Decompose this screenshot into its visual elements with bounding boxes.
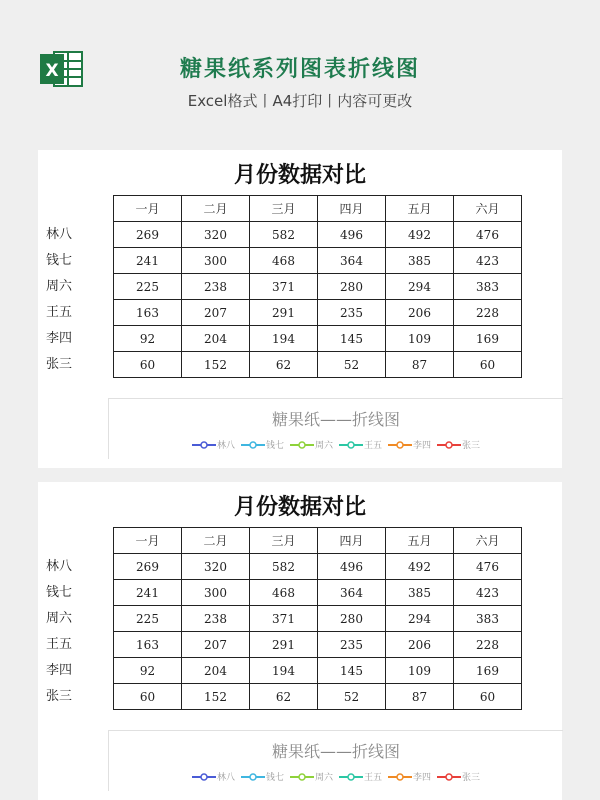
legend-item [388,438,431,451]
legend-label: 钱七 [265,773,284,783]
legend-marker-icon [339,772,363,782]
table-cell[interactable]: 476 [454,554,522,580]
legend-item [437,438,480,451]
row-label: 周六 [46,279,73,294]
legend-marker-icon [192,440,216,450]
table-cell[interactable]: 241 [114,580,182,606]
column-header: 五月 [386,528,454,554]
table-cell[interactable]: 269 [114,554,182,580]
table-cell[interactable]: 280 [318,274,386,300]
table-cell[interactable]: 206 [386,300,454,326]
data-table [113,195,522,378]
column-header: 三月 [250,196,318,222]
table-cell[interactable]: 291 [250,632,318,658]
table-cell[interactable]: 169 [454,326,522,352]
table-cell[interactable]: 492 [386,222,454,248]
row-label: 钱七 [46,585,73,600]
legend-marker-icon [241,772,265,782]
legend-label: 王五 [364,441,383,451]
table-row [114,274,522,300]
table-cell[interactable]: 238 [182,274,250,300]
table-cell[interactable]: 152 [182,352,250,378]
worksheet-card [38,482,562,800]
sheet-title: 月份数据对比 [233,162,366,188]
table-row [114,248,522,274]
legend-label: 李四 [413,441,432,451]
sheet-title: 月份数据对比 [233,494,366,520]
table-cell[interactable]: 109 [386,326,454,352]
line-chart-area[interactable] [108,730,563,791]
data-table [113,527,522,710]
table-cell[interactable]: 238 [182,606,250,632]
legend-label: 周六 [314,441,333,451]
table-cell[interactable]: 371 [250,606,318,632]
table-row [114,658,522,684]
table-cell[interactable]: 269 [114,222,182,248]
legend-marker-icon [388,772,412,782]
table-cell[interactable]: 385 [386,580,454,606]
legend-item [388,770,431,783]
table-cell[interactable]: 496 [318,554,386,580]
row-labels [46,222,72,378]
table-cell[interactable]: 235 [318,300,386,326]
column-header: 二月 [182,528,250,554]
row-label: 张三 [46,357,73,372]
table-cell[interactable]: 300 [182,580,250,606]
table-cell[interactable]: 294 [386,606,454,632]
table-cell[interactable]: 468 [250,580,318,606]
table-cell[interactable]: 582 [250,222,318,248]
chart-title: 糖果纸——折线图 [271,410,400,429]
legend-label: 周六 [314,773,333,783]
legend-item [290,438,333,451]
table-cell[interactable]: 169 [454,658,522,684]
column-header: 三月 [250,528,318,554]
table-cell[interactable]: 204 [182,326,250,352]
chart-title: 糖果纸——折线图 [271,742,400,761]
table-cell[interactable]: 60 [114,352,182,378]
legend-label: 林八 [216,441,235,451]
legend-marker-icon [339,440,363,450]
legend-label: 李四 [413,773,432,783]
table-row [114,580,522,606]
legend-item [192,438,235,451]
page-header [0,0,600,140]
table-cell[interactable]: 207 [182,632,250,658]
table-cell[interactable]: 92 [114,326,182,352]
column-header: 五月 [386,196,454,222]
table-cell[interactable]: 320 [182,554,250,580]
table-cell[interactable]: 206 [386,632,454,658]
table-cell[interactable]: 496 [318,222,386,248]
excel-logo-letter: X [45,61,59,81]
row-label: 林八 [46,227,73,242]
legend-item [192,770,235,783]
table-cell[interactable]: 364 [318,248,386,274]
table-cell[interactable]: 228 [454,632,522,658]
legend-item [290,770,333,783]
table-cell[interactable]: 62 [250,352,318,378]
legend-label: 钱七 [265,441,284,451]
table-cell[interactable]: 280 [318,606,386,632]
legend-marker-icon [290,440,314,450]
table-cell[interactable]: 364 [318,580,386,606]
row-label: 王五 [46,305,73,320]
row-label: 王五 [46,637,73,652]
legend-item [339,770,382,783]
column-header: 一月 [114,196,182,222]
table-cell[interactable]: 62 [250,684,318,710]
legend-item [241,438,284,451]
line-chart-area[interactable] [108,398,563,459]
table-cell[interactable]: 423 [454,580,522,606]
legend-label: 林八 [216,773,235,783]
row-label: 张三 [46,689,73,704]
table-cell[interactable]: 582 [250,554,318,580]
table-row [114,606,522,632]
legend-marker-icon [290,772,314,782]
table-cell[interactable]: 235 [318,632,386,658]
table-header-row [114,196,522,222]
row-label: 林八 [46,559,73,574]
table-cell[interactable]: 371 [250,274,318,300]
row-label: 李四 [46,331,73,346]
table-cell[interactable]: 300 [182,248,250,274]
table-cell[interactable]: 92 [114,658,182,684]
table-cell[interactable]: 60 [454,684,522,710]
legend-item [339,438,382,451]
legend-label: 张三 [462,773,481,783]
column-header: 一月 [114,528,182,554]
table-cell[interactable]: 163 [114,632,182,658]
column-header: 六月 [454,196,522,222]
table-cell[interactable]: 60 [454,352,522,378]
legend-item [437,770,480,783]
legend-marker-icon [437,772,461,782]
table-row [114,222,522,248]
table-cell[interactable]: 163 [114,300,182,326]
table-row [114,326,522,352]
table-cell[interactable]: 87 [386,352,454,378]
table-cell[interactable]: 87 [386,684,454,710]
table-cell[interactable]: 468 [250,248,318,274]
table-cell[interactable]: 320 [182,222,250,248]
table-row [114,352,522,378]
legend-marker-icon [241,440,265,450]
legend-marker-icon [192,772,216,782]
table-cell[interactable]: 152 [182,684,250,710]
row-label: 钱七 [46,253,73,268]
worksheet-card [38,150,562,468]
table-cell[interactable]: 225 [114,606,182,632]
table-cell[interactable]: 194 [250,658,318,684]
row-label: 李四 [46,663,73,678]
page-subtitle: Excel格式丨A4打印丨内容可更改 [187,92,413,110]
table-header-row [114,528,522,554]
table-cell[interactable]: 383 [454,274,522,300]
table-row [114,554,522,580]
table-cell[interactable]: 241 [114,248,182,274]
table-cell[interactable]: 225 [114,274,182,300]
legend-label: 张三 [462,441,481,451]
row-label: 周六 [46,611,73,626]
table-cell[interactable]: 492 [386,554,454,580]
table-cell[interactable]: 476 [454,222,522,248]
table-row [114,632,522,658]
column-header: 四月 [318,196,386,222]
table-cell[interactable]: 204 [182,658,250,684]
chart-legend [109,770,563,783]
column-header: 六月 [454,528,522,554]
table-cell[interactable]: 383 [454,606,522,632]
table-row [114,684,522,710]
legend-item [241,770,284,783]
table-cell[interactable]: 145 [318,326,386,352]
chart-legend [109,438,563,451]
table-cell[interactable]: 228 [454,300,522,326]
table-cell[interactable]: 52 [318,684,386,710]
table-cell[interactable]: 423 [454,248,522,274]
column-header: 二月 [182,196,250,222]
column-header: 四月 [318,528,386,554]
table-cell[interactable]: 294 [386,274,454,300]
legend-marker-icon [388,440,412,450]
legend-label: 王五 [364,773,383,783]
table-cell[interactable]: 60 [114,684,182,710]
table-cell[interactable]: 145 [318,658,386,684]
table-cell[interactable]: 385 [386,248,454,274]
row-labels [46,554,72,710]
table-row [114,300,522,326]
table-cell[interactable]: 207 [182,300,250,326]
page-title: 糖果纸系列图表折线图 [179,57,420,82]
legend-marker-icon [437,440,461,450]
table-cell[interactable]: 291 [250,300,318,326]
table-cell[interactable]: 52 [318,352,386,378]
table-cell[interactable]: 194 [250,326,318,352]
table-cell[interactable]: 109 [386,658,454,684]
